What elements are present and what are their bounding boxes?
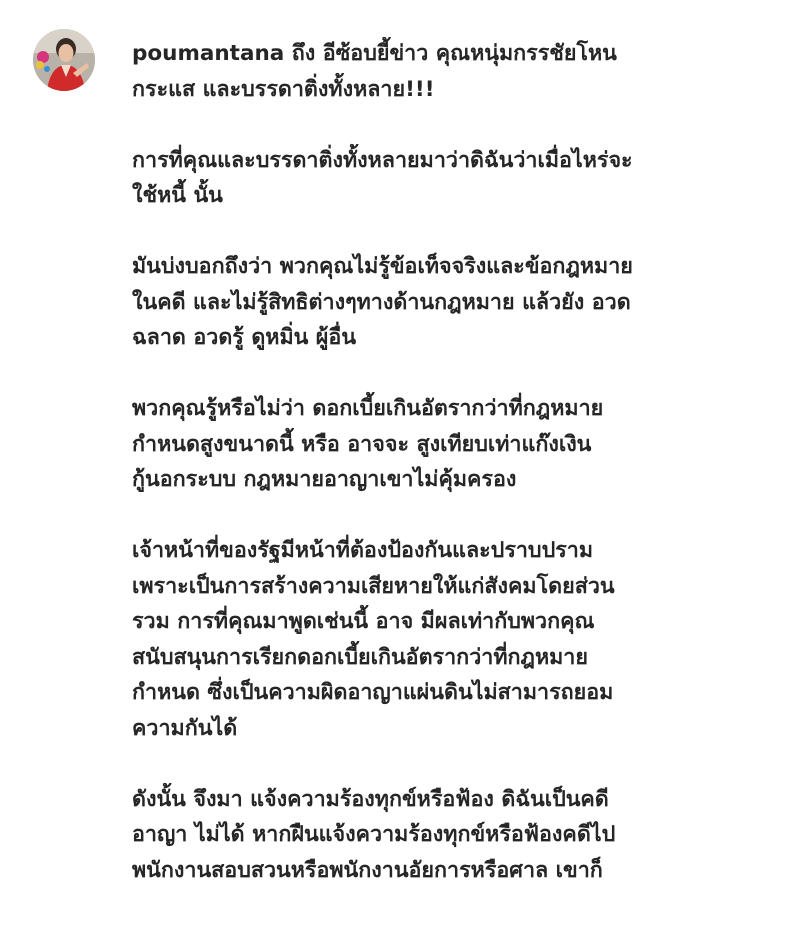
comment-line: ฉลาด อวดรู้ ดูหมิ่น ผู้อื่น <box>132 325 357 350</box>
comment-line: ในคดี และไม่รู้สิทธิต่างๆทางด้านกฎหมาย แล้วยัง อวด <box>132 289 631 315</box>
comment-line: ใช้หนี้ นั้น <box>132 183 223 208</box>
comment-line: กู้นอกระบบ กฎหมายอาญาเขาไม่คุ้มครอง <box>132 467 517 492</box>
comment-text <box>132 36 772 924</box>
comment-line-text: ถึง อีซ้อบยี้ข่าว คุณหนุ่มกรรชัยโหน <box>284 41 617 66</box>
comment-paragraph-6 <box>132 782 772 889</box>
comment-line: รวม การที่คุณมาพูดเช่นนี้ อาจ มีผลเท่ากับพวกคุณ <box>132 609 595 634</box>
comment-line: อาญา ไม่ได้ หากฝืนแจ้งความร้องทุกข์หรือฟ้องคดีไป <box>132 822 616 847</box>
comment-line: เพราะเป็นการสร้างความเสียหายให้แก่สังคมโดยส่วน <box>132 573 615 599</box>
comment-paragraph-2 <box>132 143 772 214</box>
comment-line: ความกันได้ <box>132 715 238 741</box>
comment-line: กำหนด ซึ่งเป็นความผิดอาญาแผ่นดินไม่สามารถยอม <box>132 680 614 705</box>
comment-line <box>132 36 772 72</box>
comment-line: ดังนั้น จึงมา แจ้งความร้องทุกข์หรือฟ้อง ดิฉันเป็นคดี <box>132 786 609 812</box>
avatar[interactable] <box>33 29 95 91</box>
comment-line: กระแส และบรรดาติ่งทั้งหลาย!!! <box>132 76 435 102</box>
comment-line: พนักงานสอบสวนหรือพนักงานอัยการหรือศาล เขาก็ <box>132 857 603 883</box>
comment-paragraph-4 <box>132 391 772 498</box>
comment-paragraph-5 <box>132 533 772 746</box>
comment-line: เจ้าหน้าที่ของรัฐมีหน้าที่ต้องป้องกันและปราบปราม <box>132 538 594 563</box>
comment-paragraph-3 <box>132 249 772 356</box>
comment-line: สนับสนุนการเรียกดอกเบี้ยเกินอัตรากว่าที่กฎหมาย <box>132 644 588 670</box>
comment-line: มันบ่งบอกถึงว่า พวกคุณไม่รู้ข้อเท็จจริงและข้อกฎหมาย <box>132 254 633 279</box>
avatar-photo <box>33 29 95 91</box>
comment-line: การที่คุณและบรรดาติ่งทั้งหลายมาว่าดิฉันว่าเมื่อไหร่จะ <box>132 147 633 173</box>
comment-line: พวกคุณรู้หรือไม่ว่า ดอกเบี้ยเกินอัตรากว่าที่กฎหมาย <box>132 396 604 421</box>
username-link[interactable]: poumantana <box>132 41 285 66</box>
comment-paragraph-1 <box>132 36 772 107</box>
comment-line: กำหนดสูงขนาดนี้ หรือ อาจจะ สูงเทียบเท่าแก๊งเงิน <box>132 431 592 457</box>
